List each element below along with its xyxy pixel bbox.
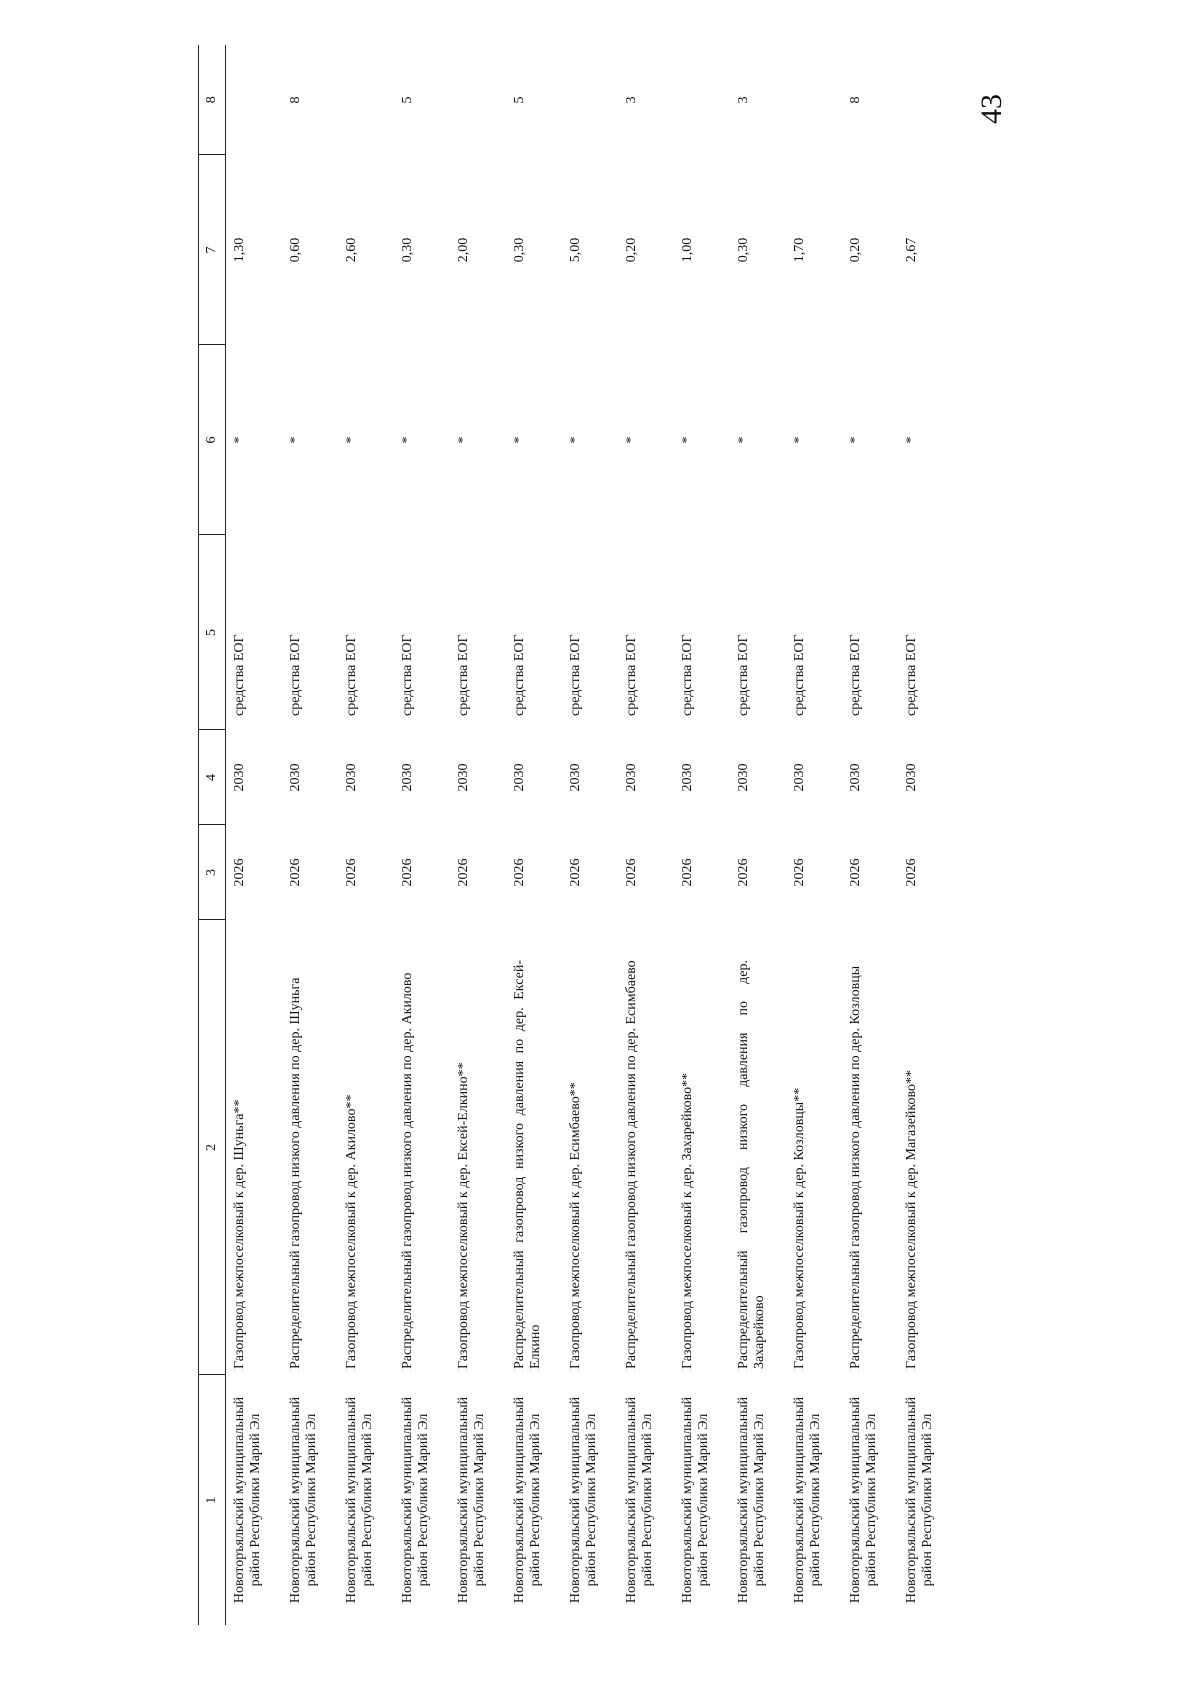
district-cell: Новоторъяльский муниципальный район Республики Марий Эл <box>232 1396 263 1604</box>
start-year-cell: 2026 <box>736 858 751 887</box>
cost-cell: * <box>456 436 471 444</box>
length-cell: 1,00 <box>680 237 695 263</box>
funding-source-cell: средства ЕОГ <box>680 634 695 716</box>
table-row <box>618 45 674 1625</box>
column-header: 5 <box>199 535 226 730</box>
column-header: 1 <box>199 1375 226 1625</box>
end-year-cell: 2030 <box>568 763 583 792</box>
object-name-cell: Газопровод межпоселковый к дер. Шуньга** <box>232 1099 247 1369</box>
end-year-cell: 2030 <box>736 763 751 792</box>
start-year-cell: 2026 <box>512 858 527 887</box>
start-year-cell: 2026 <box>344 858 359 887</box>
column-header: 7 <box>199 155 226 345</box>
district-cell: Новоторъяльский муниципальный район Республики Марий Эл <box>792 1396 823 1604</box>
households-cell <box>898 45 954 155</box>
length-cell: 0,60 <box>288 237 303 263</box>
table-row <box>730 45 786 1625</box>
column-header: 3 <box>199 825 226 920</box>
district-cell: Новоторъяльский муниципальный район Республики Марий Эл <box>512 1396 543 1604</box>
funding-source-cell: средства ЕОГ <box>400 634 415 716</box>
object-name-cell: Распределительный газопровод низкого давления по дер. Ексей-Елкино <box>512 960 543 1369</box>
funding-source-cell: средства ЕОГ <box>792 634 807 716</box>
end-year-cell: 2030 <box>624 763 639 792</box>
table-row <box>506 45 562 1625</box>
funding-source-cell: средства ЕОГ <box>904 634 919 716</box>
table-row <box>450 45 506 1625</box>
district-cell: Новоторъяльский муниципальный район Республики Марий Эл <box>904 1396 935 1604</box>
district-cell: Новоторъяльский муниципальный район Республики Марий Эл <box>568 1396 599 1604</box>
table-row <box>282 45 338 1625</box>
object-name-cell: Распределительный газопровод низкого давления по дер. Шуньга <box>288 977 303 1369</box>
funding-source-cell: средства ЕОГ <box>512 634 527 716</box>
start-year-cell: 2026 <box>624 858 639 887</box>
table-row <box>674 45 730 1625</box>
funding-source-cell: средства ЕОГ <box>456 634 471 716</box>
end-year-cell: 2030 <box>232 763 247 792</box>
end-year-cell: 2030 <box>792 763 807 792</box>
district-cell: Новоторъяльский муниципальный район Республики Марий Эл <box>736 1396 767 1604</box>
start-year-cell: 2026 <box>288 858 303 887</box>
district-cell: Новоторъяльский муниципальный район Республики Марий Эл <box>288 1396 319 1604</box>
cost-cell: * <box>568 436 583 444</box>
households-cell <box>786 45 842 155</box>
length-cell: 0,20 <box>848 237 863 263</box>
object-name-cell: Распределительный газопровод низкого давления по дер. Есимбаево <box>624 960 639 1369</box>
object-name-cell: Газопровод межпоселковый к дер. Акилово** <box>344 1094 359 1369</box>
length-cell: 5,00 <box>568 237 583 263</box>
table-row <box>562 45 618 1625</box>
households-cell: 5 <box>400 96 415 104</box>
end-year-cell: 2030 <box>456 763 471 792</box>
column-header: 8 <box>199 45 226 155</box>
object-name-cell: Распределительный газопровод низкого давления по дер. Акилово <box>400 972 415 1369</box>
end-year-cell: 2030 <box>344 763 359 792</box>
column-header: 2 <box>199 920 226 1375</box>
table-row <box>898 45 954 1625</box>
table-row <box>786 45 842 1625</box>
households-cell: 3 <box>736 96 751 104</box>
object-name-cell: Газопровод межпоселковый к дер. Ексей-Елкино** <box>456 1062 471 1369</box>
object-name-cell: Газопровод межпоселковый к дер. Захарейково** <box>680 1072 695 1369</box>
end-year-cell: 2030 <box>904 763 919 792</box>
district-cell: Новоторъяльский муниципальный район Республики Марий Эл <box>344 1396 375 1604</box>
cost-cell: * <box>680 436 695 444</box>
length-cell: 2,67 <box>904 237 919 263</box>
cost-cell: * <box>232 436 247 444</box>
households-cell <box>450 45 506 155</box>
cost-cell: * <box>624 436 639 444</box>
table-header-row <box>199 45 226 1625</box>
table-row <box>338 45 394 1625</box>
cost-cell: * <box>904 436 919 444</box>
funding-source-cell: средства ЕОГ <box>568 634 583 716</box>
length-cell: 1,30 <box>232 237 247 263</box>
district-cell: Новоторъяльский муниципальный район Республики Марий Эл <box>680 1396 711 1604</box>
households-cell: 5 <box>512 96 527 104</box>
end-year-cell: 2030 <box>848 763 863 792</box>
end-year-cell: 2030 <box>288 763 303 792</box>
length-cell: 0,20 <box>624 237 639 263</box>
start-year-cell: 2026 <box>568 858 583 887</box>
households-cell <box>674 45 730 155</box>
table-body <box>226 45 955 1625</box>
cost-cell: * <box>792 436 807 444</box>
start-year-cell: 2026 <box>456 858 471 887</box>
length-cell: 1,70 <box>792 237 807 263</box>
funding-source-cell: средства ЕОГ <box>736 634 751 716</box>
page-number: 43 <box>975 94 1008 124</box>
start-year-cell: 2026 <box>232 858 247 887</box>
end-year-cell: 2030 <box>400 763 415 792</box>
end-year-cell: 2030 <box>512 763 527 792</box>
households-cell: 8 <box>288 96 303 104</box>
end-year-cell: 2030 <box>680 763 695 792</box>
funding-source-cell: средства ЕОГ <box>232 634 247 716</box>
cost-cell: * <box>736 436 751 444</box>
funding-source-cell: средства ЕОГ <box>288 634 303 716</box>
start-year-cell: 2026 <box>848 858 863 887</box>
object-name-cell: Распределительный газопровод низкого давления по дер. Захарейково <box>736 960 767 1369</box>
object-name-cell: Газопровод межпоселковый к дер. Козловцы** <box>792 1087 807 1369</box>
column-header: 6 <box>199 345 226 535</box>
rotated-table-wrapper <box>198 45 1028 1625</box>
start-year-cell: 2026 <box>792 858 807 887</box>
gas-pipeline-table <box>198 45 954 1625</box>
households-cell: 8 <box>848 96 863 104</box>
households-cell <box>562 45 618 155</box>
table-row <box>842 45 898 1625</box>
start-year-cell: 2026 <box>680 858 695 887</box>
cost-cell: * <box>288 436 303 444</box>
length-cell: 0,30 <box>512 237 527 263</box>
funding-source-cell: средства ЕОГ <box>344 634 359 716</box>
district-cell: Новоторъяльский муниципальный район Республики Марий Эл <box>848 1396 879 1604</box>
households-cell <box>338 45 394 155</box>
start-year-cell: 2026 <box>904 858 919 887</box>
cost-cell: * <box>512 436 527 444</box>
object-name-cell: Распределительный газопровод низкого давления по дер. Козловцы <box>848 965 863 1369</box>
district-cell: Новоторъяльский муниципальный район Республики Марий Эл <box>624 1396 655 1604</box>
cost-cell: * <box>400 436 415 444</box>
object-name-cell: Газопровод межпоселковый к дер. Есимбаево** <box>568 1082 583 1369</box>
start-year-cell: 2026 <box>400 858 415 887</box>
table-row <box>226 45 283 1625</box>
households-cell <box>226 45 283 155</box>
funding-source-cell: средства ЕОГ <box>848 634 863 716</box>
length-cell: 0,30 <box>736 237 751 263</box>
column-header: 4 <box>199 730 226 825</box>
length-cell: 2,00 <box>456 237 471 263</box>
funding-source-cell: средства ЕОГ <box>624 634 639 716</box>
table-row <box>394 45 450 1625</box>
length-cell: 2,60 <box>344 237 359 263</box>
cost-cell: * <box>848 436 863 444</box>
cost-cell: * <box>344 436 359 444</box>
district-cell: Новоторъяльский муниципальный район Республики Марий Эл <box>400 1396 431 1604</box>
object-name-cell: Газопровод межпоселковый к дер. Магазейково** <box>904 1069 919 1369</box>
district-cell: Новоторъяльский муниципальный район Республики Марий Эл <box>456 1396 487 1604</box>
households-cell: 3 <box>624 96 639 104</box>
length-cell: 0,30 <box>400 237 415 263</box>
